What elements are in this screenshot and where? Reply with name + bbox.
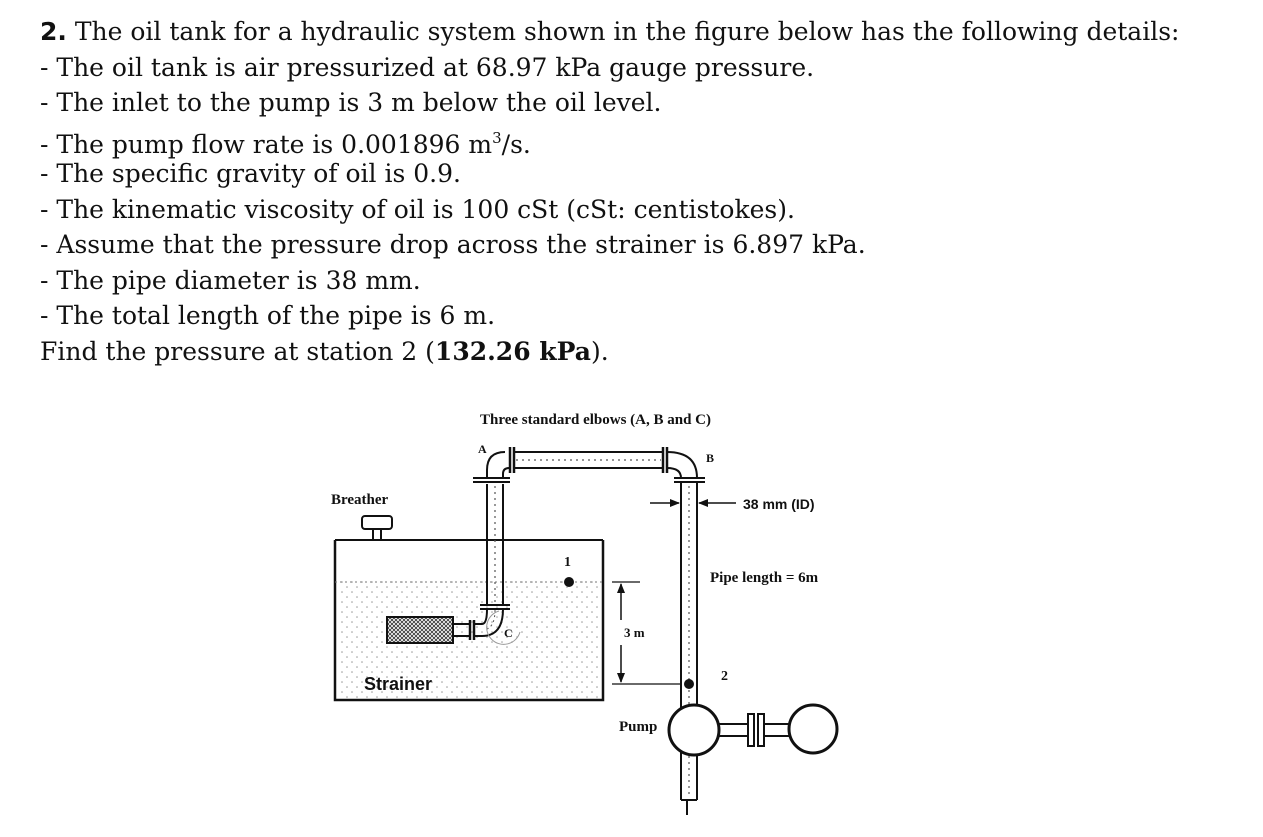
height-dimension: [612, 582, 680, 684]
detail-flow-rate: - The pump flow rate is 0.001896 $m^3/s$.: [40, 128, 531, 159]
motor-icon: [789, 705, 837, 753]
breather-icon: [362, 516, 392, 540]
station-1-marker: [564, 577, 574, 587]
detail-pipe-diameter: - The pipe diameter is 38 mm.: [40, 265, 421, 295]
upper-pipe: [473, 447, 705, 482]
station-1-label: 1: [564, 555, 571, 570]
detail-pipe-length: - The total length of the pipe is 6 m.: [40, 301, 496, 330]
detail-inlet: - The inlet to the pump is 3 m below the oil level.: [40, 88, 662, 117]
detail-strainer-drop: - Assume that the pressure drop across the strainer is 6.897 kPa.: [40, 230, 866, 259]
station-2-marker: [684, 679, 694, 689]
detail-pressure: - The oil tank is air pressurized at 68.97 kPa gauge pressure.: [40, 52, 815, 82]
pipe-length-label: Pipe length = 6m: [710, 570, 819, 586]
detail-viscosity: - The kinematic viscosity of oil is 100 cSt (cSt: centistokes).: [40, 194, 795, 224]
strainer-label: Strainer: [364, 674, 433, 694]
height-label: 3 m: [624, 625, 645, 640]
breather-label: Breather: [331, 492, 389, 508]
station-2-label: 2: [721, 669, 728, 684]
pump-pipe: [681, 482, 697, 815]
elbow-c-label: C: [504, 626, 513, 640]
problem-number: 2.: [40, 17, 67, 46]
detail-specific-gravity: - The specific gravity of oil is 0.9.: [40, 159, 461, 188]
pump-label: Pump: [619, 719, 658, 735]
flow-rate-superscript: 3: [492, 128, 502, 147]
problem-heading-text: The oil tank for a hydraulic system shown in the figure below has the following details:: [66, 17, 1180, 46]
pump-icon: [669, 705, 792, 755]
question: Find the pressure at station 2 (132.26 kPa).: [40, 336, 609, 366]
elbow-b-label: B: [706, 451, 715, 465]
elbow-a-label: A: [478, 442, 487, 456]
diameter-label: 38 mm (ID): [743, 496, 815, 512]
figure-title: Three standard elbows (A, B and C): [480, 412, 711, 428]
answer: 132.26 kPa: [434, 336, 591, 366]
